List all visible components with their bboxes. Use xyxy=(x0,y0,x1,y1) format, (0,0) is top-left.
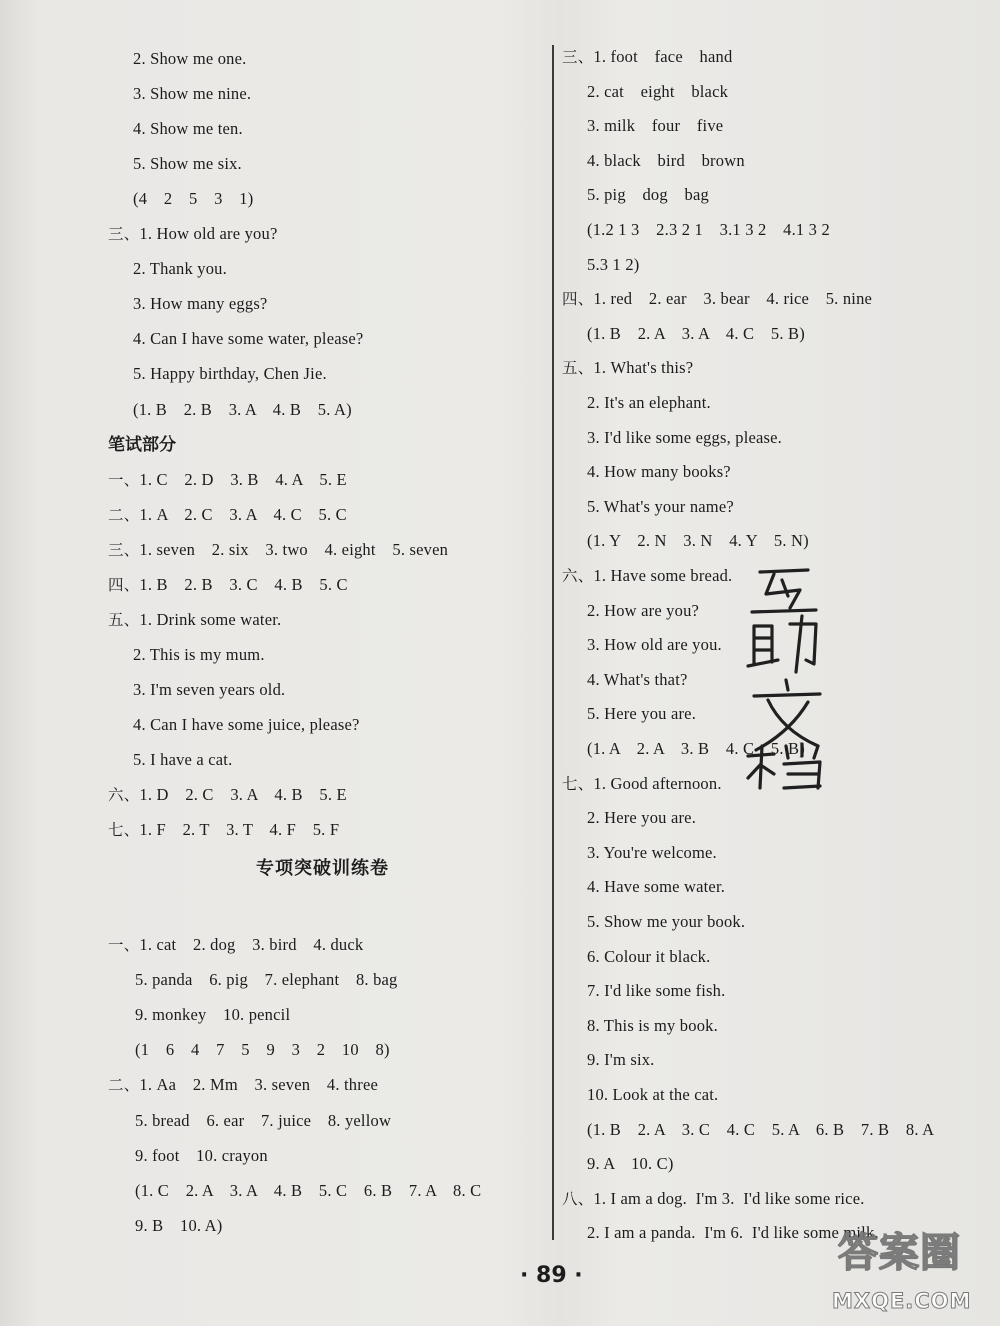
question-answer-line xyxy=(108,609,281,631)
answer-text: (1. A 2. A 3. B 4. C 5. B) xyxy=(587,739,805,758)
answer-line xyxy=(587,634,722,656)
answer-text: 1. Aa 2. Mm 3. seven 4. three xyxy=(139,1075,378,1095)
answer-line xyxy=(587,81,728,103)
answer-text: 4. Show me ten. xyxy=(133,119,243,139)
answer-text: 1. How old are you? xyxy=(139,224,278,244)
question-number-label: 七、 xyxy=(108,821,140,840)
answer-text: 2. Show me one. xyxy=(133,49,247,68)
question-answer-line xyxy=(108,504,347,526)
answer-line xyxy=(587,427,782,449)
site-watermark xyxy=(828,1228,996,1322)
question-answer-line xyxy=(562,565,732,587)
answer-text: 4. Can I have some juice, please? xyxy=(133,714,360,734)
answer-text: 2. This is my mum. xyxy=(133,644,265,664)
answer-line xyxy=(133,679,285,701)
answer-text: 2. I am a panda. I'm 6. I'd like some milk. xyxy=(587,1223,879,1243)
answer-line xyxy=(587,184,709,206)
question-answer-line xyxy=(108,539,448,561)
answer-text: 1. C 2. D 3. B 4. A 5. E xyxy=(139,469,347,489)
answer-line xyxy=(587,1153,674,1175)
answer-line xyxy=(133,118,243,140)
answer-line xyxy=(587,254,639,276)
answer-line xyxy=(133,83,251,105)
answer-line xyxy=(587,115,723,137)
question-answer-line xyxy=(108,469,347,491)
answer-text: (1.2 1 3 2.3 2 1 3.1 3 2 4.1 3 2 xyxy=(587,220,830,239)
answer-text: 5. bread 6. ear 7. juice 8. yellow xyxy=(135,1110,392,1130)
page-number: · 89 · xyxy=(520,1263,583,1288)
answer-text: 2. Thank you. xyxy=(133,259,227,279)
answer-text: 10. Look at the cat. xyxy=(587,1085,719,1104)
answer-line xyxy=(135,1110,391,1132)
answer-line xyxy=(133,749,232,771)
handwritten-signature xyxy=(730,560,840,790)
answer-line xyxy=(587,323,805,345)
question-number-label: 三、 xyxy=(562,48,594,66)
answer-text: 4. Have some water. xyxy=(587,877,726,897)
answer-text: 1. seven 2. six 3. two 4. eight 5. seven xyxy=(139,539,449,559)
answer-text: 3. milk four five xyxy=(587,116,724,136)
answer-line xyxy=(587,1119,934,1141)
answer-line xyxy=(133,714,360,736)
answer-line xyxy=(133,399,352,421)
column-divider xyxy=(552,45,554,1240)
answer-text: (1. B 2. B 3. A 4. B 5. A) xyxy=(133,399,352,419)
answer-text: 5. panda 6. pig 7. elephant 8. bag xyxy=(135,970,398,990)
question-answer-line xyxy=(562,773,722,795)
answer-line xyxy=(587,1049,655,1071)
answer-text: 1. Have some bread. xyxy=(593,566,733,585)
answer-text: 3. I'm seven years old. xyxy=(133,679,286,699)
answer-text: 7. I'd like some fish. xyxy=(587,981,726,1001)
question-answer-line xyxy=(562,1188,865,1210)
answer-text: 1. B 2. B 3. C 4. B 5. C xyxy=(139,574,348,594)
answer-text: 3. How old are you. xyxy=(587,635,722,655)
answer-text: 1. Good afternoon. xyxy=(593,773,722,793)
answer-text: 1. D 2. C 3. A 4. B 5. E xyxy=(139,785,347,805)
answer-text: 1. foot face hand xyxy=(593,47,733,66)
answer-line xyxy=(587,496,734,518)
answer-line xyxy=(587,807,696,829)
answer-line xyxy=(587,530,809,552)
answer-text: 4. What's that? xyxy=(587,669,688,689)
question-number-label: 六、 xyxy=(562,567,594,585)
answer-line xyxy=(133,644,265,666)
answer-line xyxy=(135,1039,390,1061)
answer-text: (1 6 4 7 5 9 3 2 10 8) xyxy=(135,1040,390,1060)
answer-text: 5. pig dog bag xyxy=(587,185,709,205)
answer-text: 1. What's this? xyxy=(593,358,694,378)
answer-line xyxy=(135,1180,481,1202)
answer-line xyxy=(587,980,725,1002)
answer-text: 2. How are you? xyxy=(587,600,700,620)
answer-text: 5. Happy birthday, Chen Jie. xyxy=(133,364,327,384)
answer-text: 2. cat eight black xyxy=(587,81,729,101)
question-number-label: 五、 xyxy=(108,610,140,629)
answer-text: 6. Colour it black. xyxy=(587,946,711,966)
answer-text: 2. Here you are. xyxy=(587,808,697,828)
answer-text: 1. Drink some water. xyxy=(139,609,282,629)
answer-line xyxy=(587,1084,718,1106)
answer-line xyxy=(587,703,696,725)
answer-line xyxy=(587,946,710,968)
answer-text: (1. Y 2. N 3. N 4. Y 5. N) xyxy=(587,531,809,551)
answer-text: 5. What's your name? xyxy=(587,496,734,516)
answer-text: 9. B 10. A) xyxy=(135,1215,223,1235)
question-number-label: 八、 xyxy=(562,1189,594,1208)
answer-text: 5. I have a cat. xyxy=(133,750,233,769)
answer-text: 5. Show me your book. xyxy=(587,912,746,931)
answer-text: 3. I'd like some eggs, please. xyxy=(587,427,783,447)
answer-text: 1. F 2. T 3. T 4. F 5. F xyxy=(139,820,340,840)
question-answer-line xyxy=(108,784,347,806)
answer-line xyxy=(587,669,688,691)
answer-text: 4. How many books? xyxy=(587,462,731,482)
answer-line xyxy=(135,1004,290,1026)
answer-text: (4 2 5 3 1) xyxy=(133,189,254,209)
answer-text: 9. monkey 10. pencil xyxy=(135,1005,291,1025)
answer-text: 1. cat 2. dog 3. bird 4. duck xyxy=(139,935,364,954)
watermark-logo-text: 答案圈 xyxy=(838,1230,961,1276)
answer-line xyxy=(587,1015,718,1037)
question-number-label: 三、 xyxy=(108,540,140,559)
question-number-label: 二、 xyxy=(108,1076,140,1095)
answer-text: 3. Show me nine. xyxy=(133,84,252,104)
answer-line xyxy=(133,188,253,210)
answer-text: 3. You're welcome. xyxy=(587,842,717,862)
answer-text: 2. It's an elephant. xyxy=(587,393,711,412)
answer-line xyxy=(587,842,717,864)
answer-line xyxy=(135,969,398,991)
question-answer-line xyxy=(108,934,363,956)
answer-line xyxy=(133,293,267,315)
answer-line xyxy=(133,328,363,350)
bleed-through-text xyxy=(375,60,545,1210)
answer-text: 4. black bird brown xyxy=(587,150,745,170)
question-number-label: 四、 xyxy=(108,575,140,594)
answer-text: (1. B 2. A 3. C 4. C 5. A 6. B 7. B 8. A xyxy=(587,1119,935,1139)
answer-line xyxy=(133,48,246,70)
answer-line xyxy=(133,153,242,175)
question-answer-line xyxy=(108,819,339,841)
answer-line xyxy=(587,461,731,483)
answer-line xyxy=(135,1145,268,1167)
answer-line xyxy=(587,911,745,933)
answer-text: (1. B 2. A 3. A 4. C 5. B) xyxy=(587,323,805,343)
answer-text: 4. Can I have some water, please? xyxy=(133,329,364,349)
question-number-label: 五、 xyxy=(562,359,594,378)
question-number-label: 六、 xyxy=(108,786,140,805)
answer-text: 8. This is my book. xyxy=(587,1015,718,1035)
answer-text: 1. red 2. ear 3. bear 4. rice 5. nine xyxy=(593,289,873,309)
answer-line xyxy=(135,1215,222,1237)
answer-line xyxy=(587,150,745,172)
question-answer-line xyxy=(108,574,348,596)
answer-line xyxy=(587,392,711,414)
question-number-label: 二、 xyxy=(108,505,140,524)
question-number-label: 四、 xyxy=(562,290,594,309)
watermark-domain: MXQE.COM xyxy=(832,1289,972,1313)
answer-line xyxy=(587,219,830,241)
question-answer-line xyxy=(108,223,277,245)
question-number-label: 一、 xyxy=(108,936,140,954)
answer-text: 9. I'm six. xyxy=(587,1050,655,1070)
answer-text: 1. I am a dog. I'm 3. I'd like some rice. xyxy=(593,1188,865,1208)
answer-line xyxy=(133,258,227,280)
question-number-label: 一、 xyxy=(108,470,140,489)
answer-text: 1. A 2. C 3. A 4. C 5. C xyxy=(139,504,347,524)
question-answer-line xyxy=(562,357,693,379)
question-number-label: 三、 xyxy=(108,225,140,244)
answer-text: 9. foot 10. crayon xyxy=(135,1145,268,1165)
answer-text: 5. Here you are. xyxy=(587,704,697,724)
answer-line xyxy=(587,876,725,898)
answer-text: 9. A 10. C) xyxy=(587,1154,674,1174)
question-number-label: 七、 xyxy=(562,774,594,793)
answer-text: (1. C 2. A 3. A 4. B 5. C 6. B 7. A 8. C xyxy=(135,1180,482,1200)
answer-text: 5. Show me six. xyxy=(133,154,242,174)
section-heading: 专项突破训练卷 xyxy=(256,858,389,879)
answer-text: 3. How many eggs? xyxy=(133,294,268,314)
answer-text: 5.3 1 2) xyxy=(587,254,640,274)
answer-line xyxy=(133,363,327,385)
question-answer-line xyxy=(562,288,872,310)
answer-line xyxy=(587,600,699,622)
section-title: 笔试部分 xyxy=(108,434,176,455)
question-answer-line xyxy=(108,1074,378,1096)
question-answer-line xyxy=(562,46,732,68)
